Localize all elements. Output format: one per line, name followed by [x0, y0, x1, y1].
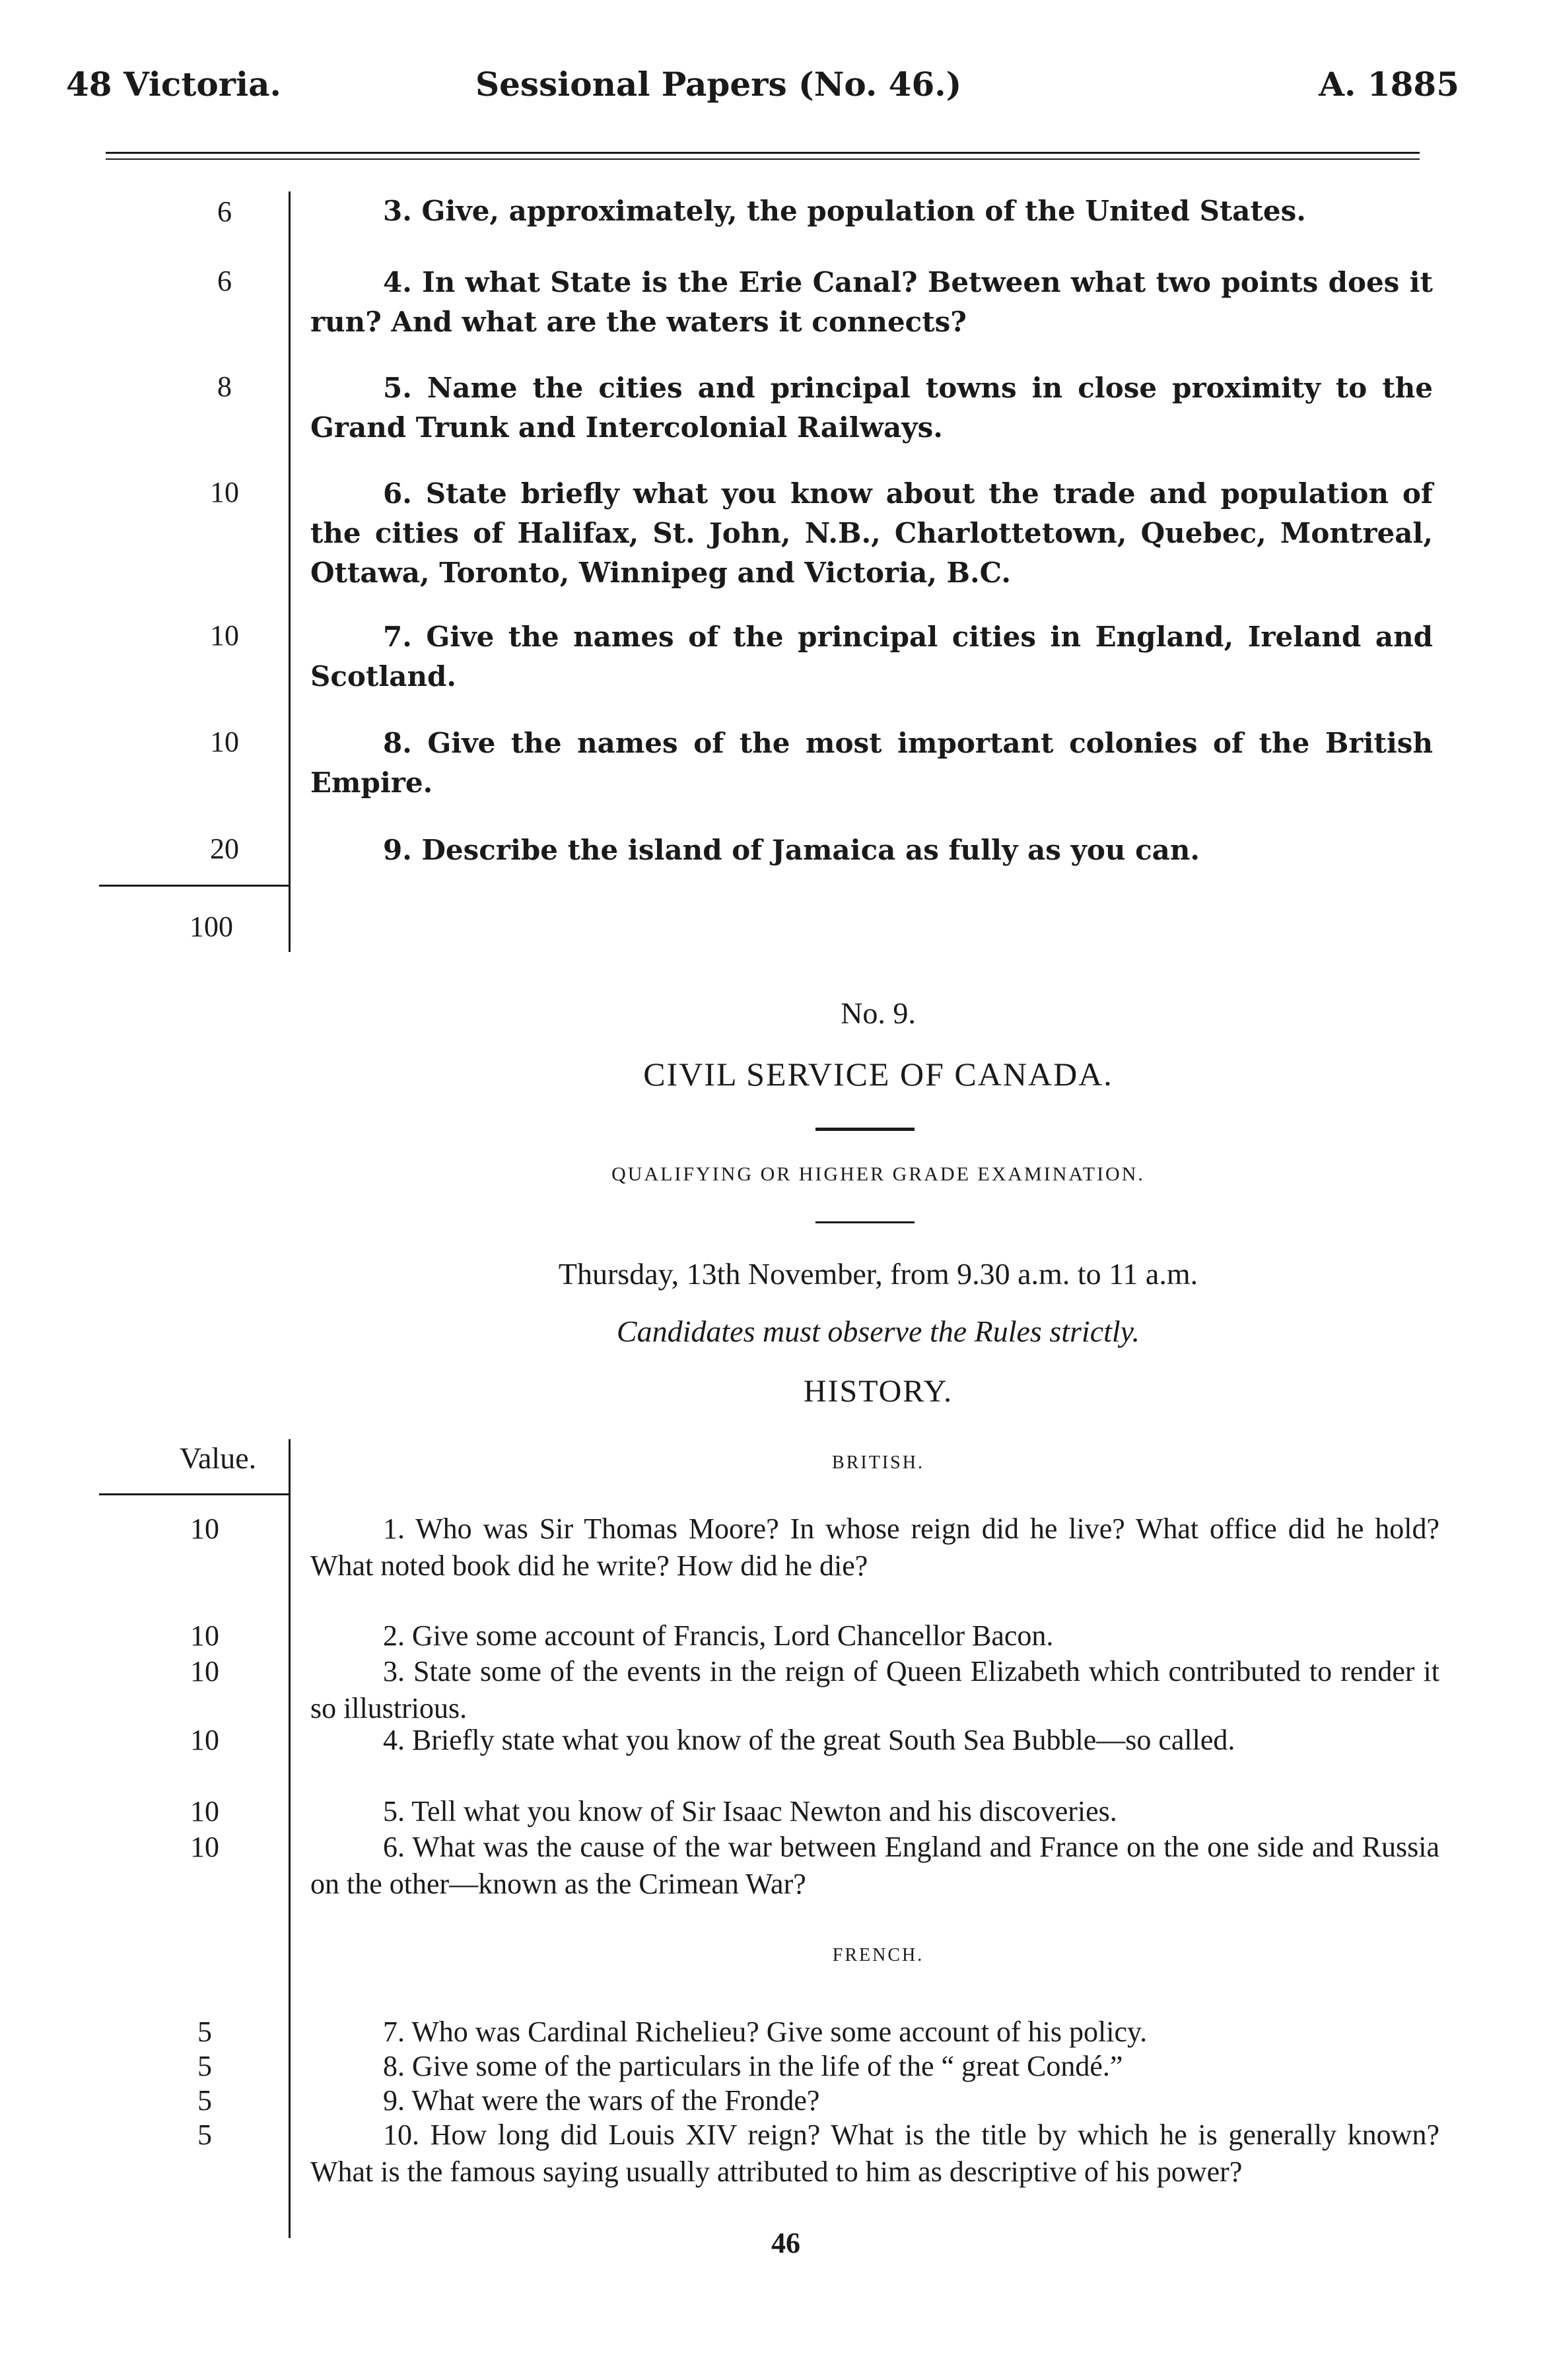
exam-type: QUALIFYING OR HIGHER GRADE EXAMINATION. [611, 1163, 1145, 1185]
running-header [66, 65, 1459, 111]
question-item: 6. State briefly what you know about the trade and population of the cities of Halifax, St. John, N.B., Charlottetown, Quebec, Montreal, Ottawa, Toronto, Winnipeg and Victoria, B.C. [310, 477, 1433, 589]
exam-date: Thursday, 13th November, from 9.30 a.m. to 11 a.m. [558, 1257, 1198, 1291]
british-mark: 10 [190, 1831, 219, 1863]
part1-mark: 8 [217, 370, 232, 403]
question-item: 2. Give some account of Francis, Lord Chancellor Bacon. [383, 1619, 1054, 1652]
question-item: 5. Name the cities and principal towns in close proximity to the Grand Trunk and Intercolonial Railways. [310, 372, 1433, 444]
exam-service-title: CIVIL SERVICE OF CANADA. [643, 1056, 1113, 1093]
header-regnal-year: 48 Victoria. [66, 65, 281, 104]
question-item: 8. Give some of the particulars in the life of the “ great Condé.” [383, 2050, 1123, 2082]
question-item: 8. Give the names of the most important colonies of the British Empire. [310, 727, 1433, 799]
heading-rule [815, 1221, 915, 1223]
header-sessional-papers: Sessional Papers (No. 46.) [475, 65, 962, 104]
question-item: 9. What were the wars of the Fronde? [383, 2084, 820, 2117]
british-mark: 10 [190, 1619, 219, 1652]
section-heading-british: BRITISH. [832, 1452, 924, 1473]
british-mark: 10 [190, 1795, 219, 1827]
question-item: 7. Who was Cardinal Richelieu? Give some account of his policy. [383, 2016, 1148, 2048]
page-number: 46 [771, 2227, 800, 2259]
question-item: 4. In what State is the Erie Canal? Between what two points does it run? And what are the waters it connects? [310, 266, 1433, 338]
part1-mark: 20 [210, 833, 239, 865]
french-mark: 5 [197, 2084, 212, 2117]
part1-mark: 6 [217, 265, 232, 297]
value-column-rule [99, 1493, 289, 1495]
question-item: 10. How long did Louis XIV reign? What is the title by which he is generally known? What is the famous saying usually attributed to him as descriptive of his power? [310, 2119, 1439, 2188]
value-column-label: Value. [179, 1441, 257, 1475]
header-double-rule [106, 152, 1420, 160]
french-mark: 5 [197, 2119, 212, 2151]
french-mark: 5 [197, 2050, 212, 2082]
french-mark: 5 [197, 2016, 212, 2048]
exam-rules-note: Candidates must observe the Rules strictly. [616, 1314, 1140, 1348]
question-item: 6. What was the cause of the war between England and France on the one side and Russia on the other—known as the Crimean War? [310, 1831, 1439, 1900]
question-item: 3. State some of the events in the reign of Queen Elizabeth which contributed to render it so illustrious. [310, 1655, 1439, 1724]
british-mark: 10 [190, 1655, 219, 1687]
part1-mark: 6 [217, 195, 232, 228]
british-mark: 10 [190, 1724, 219, 1756]
part1-total-rule [99, 885, 289, 887]
section-heading-french: FRENCH. [832, 1945, 924, 1965]
part1-mark: 10 [210, 619, 239, 652]
part1-mark: 10 [210, 476, 239, 508]
heading-rule [815, 1128, 915, 1131]
exam-number: No. 9. [841, 996, 916, 1030]
question-item: 4. Briefly state what you know of the great South Sea Bubble—so called. [383, 1724, 1235, 1756]
exam-subject: HISTORY. [803, 1374, 953, 1409]
header-year: A. 1885 [1319, 65, 1459, 104]
question-item: 7. Give the names of the principal cities in England, Ireland and Scotland. [310, 621, 1433, 693]
question-item: 9. Describe the island of Jamaica as fully as you can. [383, 834, 1200, 866]
question-item: 1. Who was Sir Thomas Moore? In whose reign did he live? What office did he hold? What noted book did he write? How did he die? [310, 1513, 1439, 1582]
part1-mark: 10 [210, 726, 239, 758]
question-item: 5. Tell what you know of Sir Isaac Newton and his discoveries. [383, 1795, 1117, 1827]
part1-total: 100 [190, 910, 233, 943]
question-item: 3. Give, approximately, the population of the United States. [383, 195, 1306, 227]
british-mark: 10 [190, 1513, 219, 1545]
